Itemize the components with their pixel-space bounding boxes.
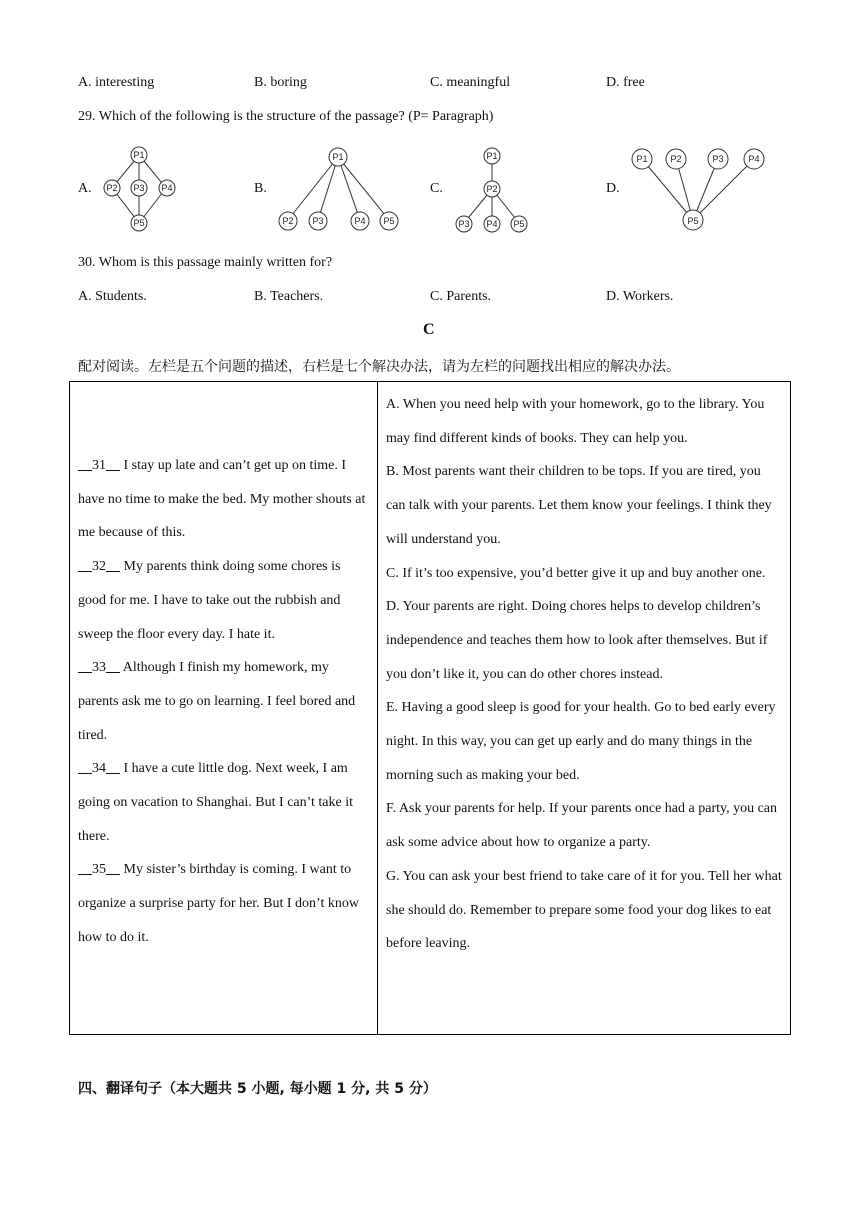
node-label: P3 xyxy=(133,183,145,193)
node-label: P2 xyxy=(486,184,498,194)
node-label: P2 xyxy=(670,154,682,164)
node-label: P1 xyxy=(486,151,498,161)
q30-option-d: D. Workers. xyxy=(606,289,674,304)
solution-d: D. Your parents are right. Doing chores helps to develop children’s independence and teaches them how to look after themselves. But if you don’t like it, you can do other chores instead. xyxy=(386,599,768,682)
node-label: P1 xyxy=(332,152,344,162)
answer-blank[interactable]: 34 xyxy=(92,761,106,777)
q28-option-b: B. boring xyxy=(254,75,307,90)
q30-option-a: A. Students. xyxy=(78,289,147,304)
solution-a: A. When you need help with your homework, go to the library. You may find different kinds of books. They can help you. xyxy=(386,397,765,446)
problem-item xyxy=(78,853,369,954)
q29-label-c: C. xyxy=(430,181,443,196)
answer-blank[interactable]: 31 xyxy=(92,458,106,473)
node-label: P1 xyxy=(133,150,145,160)
solution-f: F. Ask your parents for help. If your parents once had a party, you can ask some advice about how to organize a party. xyxy=(386,801,778,851)
matching-table xyxy=(69,381,791,1035)
q29-label-a: A. xyxy=(78,181,92,196)
section-c-heading: C xyxy=(423,321,435,338)
q28-option-c: C. meaningful xyxy=(430,75,511,90)
structure-diagram-b xyxy=(276,144,406,241)
q30-option-c: C. Parents. xyxy=(430,289,492,304)
problem-text: I stay up late and can’t get up on time. I have no time to make the bed. My mother shouts at me because of this. xyxy=(78,458,366,541)
q29-label-d: D. xyxy=(606,181,620,196)
problem-text: I have a cute little dog. Next week, I am going on vacation to Shanghai. But I can’t take it there. xyxy=(78,761,354,844)
problem-item xyxy=(78,449,369,550)
problem-item xyxy=(78,550,369,651)
problem-text: Although I finish my homework, my parents ask me to go on learning. I feel bored and tired. xyxy=(78,660,356,743)
node-label: P5 xyxy=(513,219,525,229)
q29-label-b: B. xyxy=(254,181,267,196)
node-label: P4 xyxy=(161,183,173,193)
solution-e: E. Having a good sleep is good for your health. Go to bed early every night. In this way, you can get up early and do many things in the morning such as making your bed. xyxy=(386,700,776,783)
solution-b: B. Most parents want their children to be tops. If you are tired, you can talk with your parents. Let them know your feelings. I think they will understand you. xyxy=(386,464,772,547)
q28-option-d: D. free xyxy=(606,75,645,90)
answer-blank[interactable]: 33 xyxy=(92,660,106,676)
node-label: P3 xyxy=(312,216,324,226)
node-label: P3 xyxy=(712,154,724,164)
node-label: P5 xyxy=(687,216,699,226)
node-label: P4 xyxy=(486,219,498,229)
problem-item xyxy=(78,651,369,752)
q30-option-b: B. Teachers. xyxy=(254,289,324,304)
node-label: P3 xyxy=(458,219,470,229)
problems-column xyxy=(70,382,378,1035)
problem-item xyxy=(78,752,369,853)
solution-g: G. You can ask your best friend to take care of it for you. Tell her what she should do. Remember to prepare some food your dog likes to eat before leaving. xyxy=(386,868,782,952)
node-label: P5 xyxy=(383,216,395,226)
answer-blank[interactable]: 32 xyxy=(92,559,106,575)
node-label: P2 xyxy=(106,183,118,193)
structure-diagram-a xyxy=(96,144,186,241)
problem-text: My parents think doing some chores is good for me. I have to take out the rubbish and sweep the floor every day. I hate it. xyxy=(78,559,341,642)
node-label: P4 xyxy=(354,216,366,226)
node-label: P1 xyxy=(636,154,648,164)
section-c-instruction: 配对阅读。左栏是五个问题的描述，右栏是七个解决办法，请为左栏的问题找出相应的解决办法。 xyxy=(78,359,680,375)
q28-option-a: A. interesting xyxy=(78,75,155,90)
structure-diagram-d xyxy=(626,144,774,241)
q29-question: 29. Which of the following is the structure of the passage? (P= Paragraph) xyxy=(78,109,494,124)
solutions-column xyxy=(378,382,791,1035)
node-label: P2 xyxy=(282,216,294,226)
problem-text: My sister’s birthday is coming. I want to organize a surprise party for her. But I don’t know how to do it. xyxy=(78,862,359,945)
node-label: P4 xyxy=(748,154,760,164)
q30-question: 30. Whom is this passage mainly written for? xyxy=(78,255,333,270)
answer-blank[interactable]: 35 xyxy=(92,862,106,878)
solution-c: C. If it’s too expensive, you’d better give it up and buy another one. xyxy=(386,565,766,581)
structure-diagram-c xyxy=(452,144,532,241)
section-4-heading: 四、翻译句子（本大题共 5 小题, 每小题 1 分, 共 5 分） xyxy=(78,1081,437,1097)
node-label: P5 xyxy=(133,218,145,228)
